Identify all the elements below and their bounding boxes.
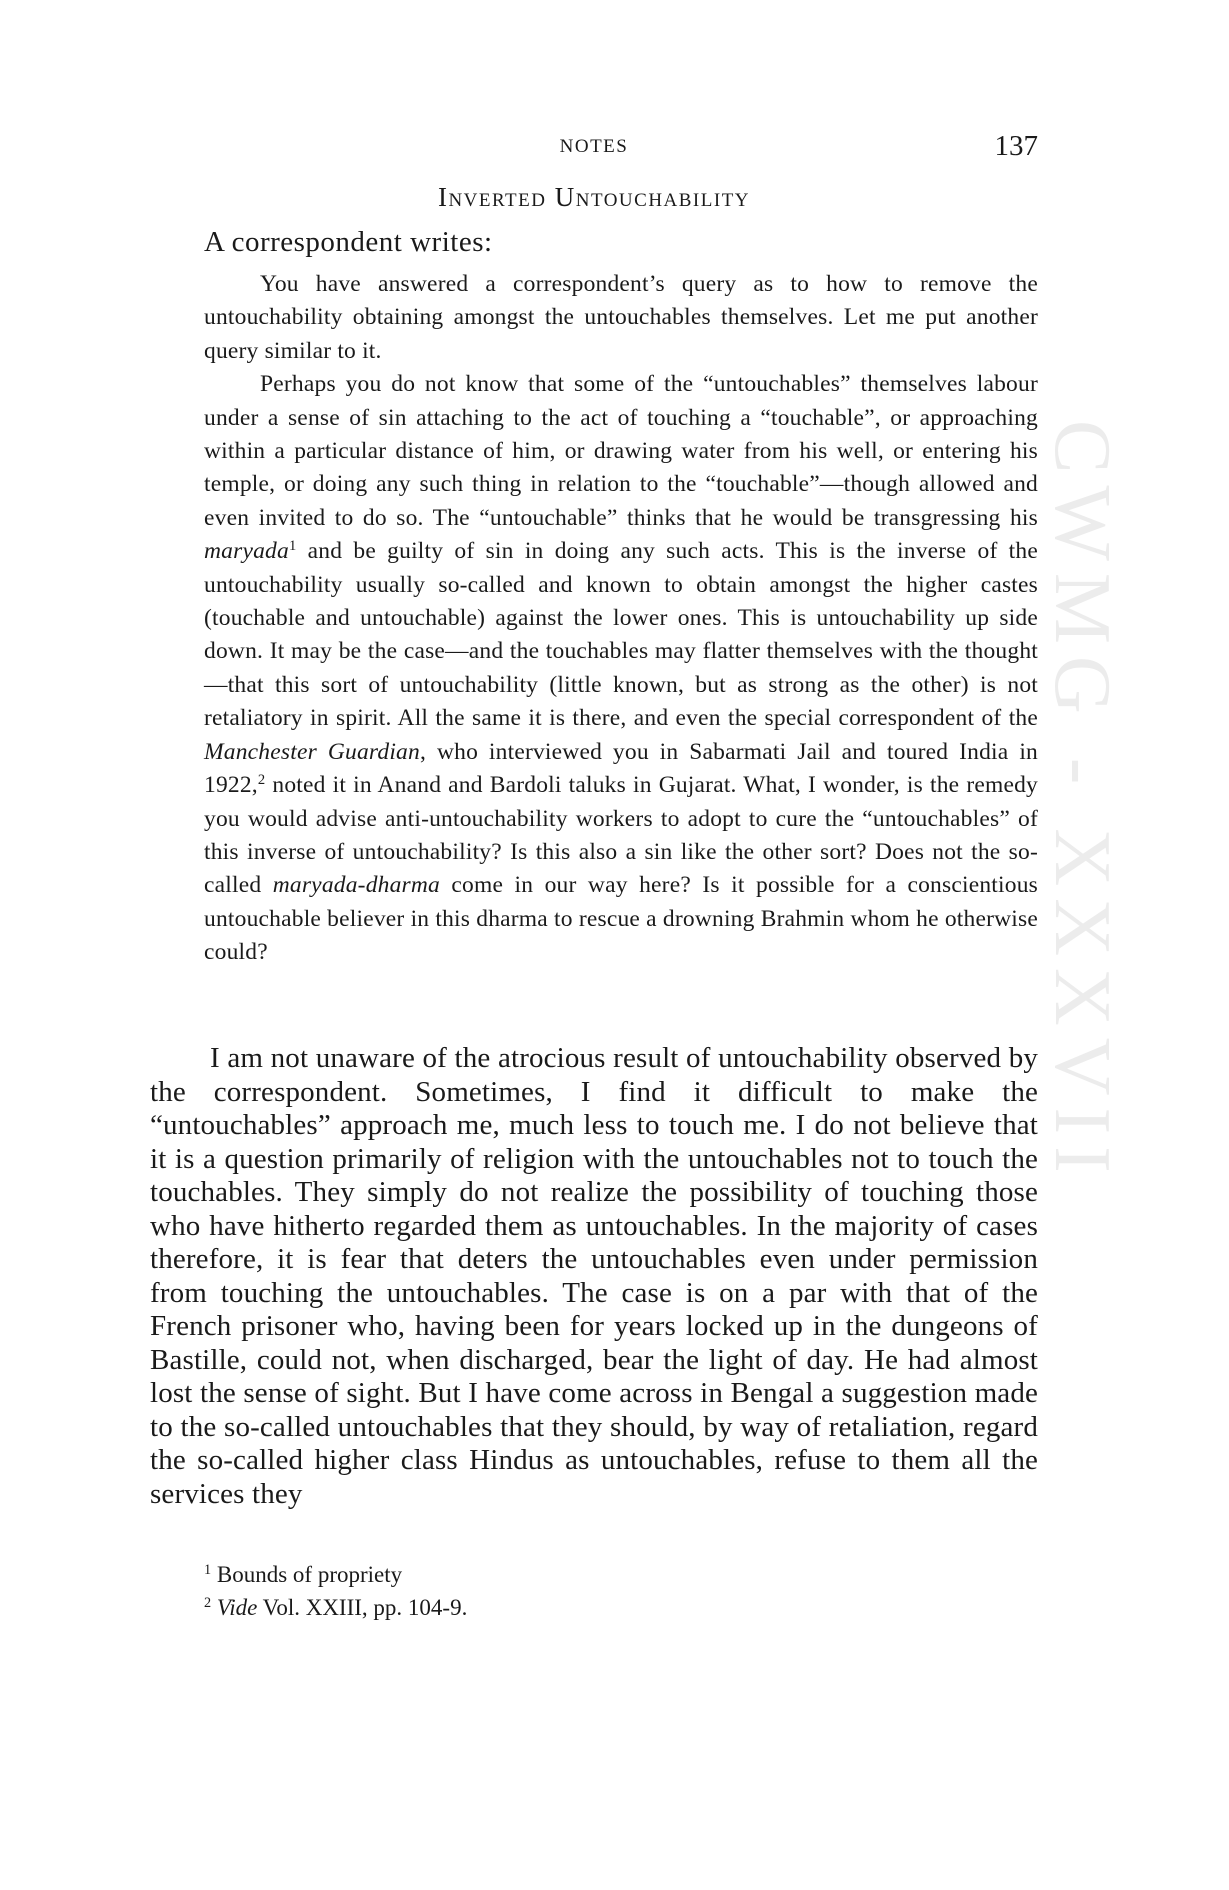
letter-term-maryada-dharma: maryada-dharma: [272, 872, 441, 899]
watermark: CWMG - XXXVII: [1038, 420, 1126, 1185]
article-heading: Inverted Untouchability: [437, 182, 751, 212]
page-number: 137: [994, 130, 1038, 162]
footnote-1: [204, 1558, 467, 1591]
footnote-text: Bounds of propriety: [216, 1562, 403, 1587]
letter-text: , who interviewed you in Sabarmati Jail and toured India in 1922,: [204, 738, 1038, 799]
footnotes: [204, 1558, 467, 1624]
letter-text: Perhaps you do not know that some of the “untouchables” themselves labour under a sense of sin attaching to the act of touching a “touchable”, or approaching within a particular distance of him, or drawing water from his well, or entering his temple, or doing any such thing in relation to the “touchable”—though allowed and even invited to do so. The “untouchable” thinks that he would be transgressing his: [204, 371, 1038, 531]
footnote-mark: 2: [204, 1595, 212, 1612]
footnote-text: Vol. XXIII, pp. 104-9.: [262, 1595, 468, 1620]
letter-term-maryada: maryada: [204, 538, 289, 565]
quoted-letter: [204, 268, 1038, 970]
letter-text: and be guilty of sin in doing any such acts. This is the inverse of the untouchability usually so-called and known to obtain amongst the higher castes (touchable and untouchable) against the lower ones. This is untouchability up side down. It may be the case—and the touchables may flatter themselves with the thought—that this sort of untouchability (little known, but as strong as the other) is not retaliatory in spirit. All the same it is there, and even the special correspondent of the: [204, 538, 1038, 732]
reply-paragraph: I am not unaware of the atrocious result of untouchability observed by the correspondent. Sometimes, I find it difficult to make the “untouchables” approach me, much less to touch me. I do not believe that it is a question primarily of religion with the untouchables not to touch the touchables. They simply do not realize the possibility of touching those who have hitherto regarded them as untouchables. In the majority of cases therefore, it is fear that deters the untouchables even under permission from touching the untouchables. The case is on a par with that of the French prisoner who, having been for years locked up in the dungeons of Bastille, could not, when discharged, bear the light of day. He had almost lost the sense of sight. But I have come across in Bengal a suggestion made to the so-called untouchables that they should, by way of retaliation, regard the so-called higher class Hindus as untouchables, refuse to them all the services they: [150, 1042, 1038, 1510]
letter-term-newspaper: Manchester Guardian: [204, 738, 420, 765]
letter-text: noted it in Anand and Bardoli taluks in Gujarat. What, I wonder, is the remedy you would advise anti-untouchability workers to adopt to cure the “untouchables” of this inverse of untouchability? Is this also a sin like the other sort? Does not the so-called: [204, 772, 1038, 899]
footnote-ref-2: 2: [257, 772, 266, 789]
letter-paragraph-2: [204, 368, 1038, 969]
footnote-mark: 1: [204, 1562, 212, 1579]
running-title: NOTES: [559, 136, 629, 157]
footnote-ref-1: 1: [288, 538, 297, 555]
footnote-vide: Vide: [216, 1595, 258, 1620]
running-head: [150, 130, 1038, 164]
letter-paragraph-1: You have answered a correspondent’s query as to how to remove the untouchability obtaining amongst the untouchables themselves. Let me put another query similar to it.: [204, 271, 1038, 364]
footnote-2: [204, 1591, 467, 1624]
letter-text: come in our way here? Is it possible for a conscientious untouchable believer in this dharma to rescue a drowning Brahmin whom he otherwise could?: [204, 872, 1039, 966]
article-intro: A correspondent writes:: [204, 226, 493, 258]
reply-text: [150, 1042, 1038, 1511]
